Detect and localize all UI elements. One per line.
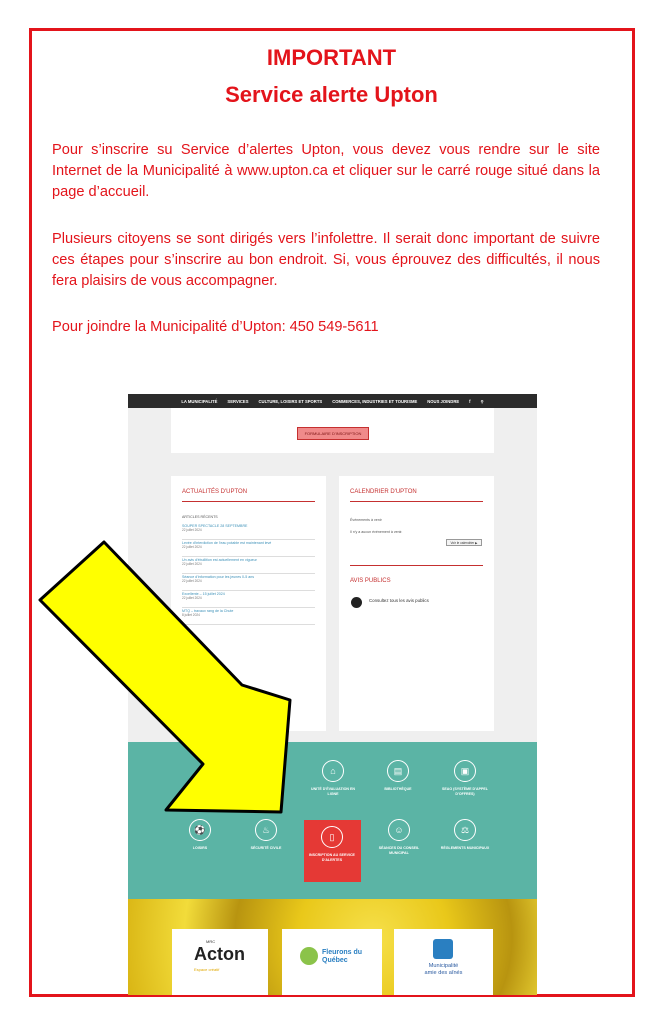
news-link: Excellente – 15 juillet 2024 <box>182 592 225 596</box>
news-link: Séance d'information pour les jeunes 0-5 ans <box>182 575 255 579</box>
news-link: MTQ – travaux rang de la Chute <box>182 609 234 613</box>
news-date: 22 juillet 2024 <box>182 545 202 549</box>
arrow-shape <box>40 542 290 812</box>
book-icon: ▤ <box>387 760 409 782</box>
nav-item-culture: CULTURE, LOISIRS ET SPORTS <box>258 398 323 404</box>
search-icon: ⚲ <box>480 398 484 404</box>
calendar-button: Voir le calendrier ▶ <box>446 539 482 546</box>
news-date: 22 juillet 2024 <box>182 528 202 532</box>
news-date: 22 juillet 2024 <box>182 596 202 600</box>
flame-icon: ♨ <box>255 819 277 841</box>
instructions-paragraph: Pour s’inscrire su Service d’alertes Upton, vous devez vous rendre sur le site Internet de la Municipalité à www.upton.ca et cliquer sur le carré rouge situé dans la page d’accueil. <box>52 142 600 200</box>
news-link: SOUPER SPECTACLE 28 SEPTEMBRE <box>182 524 248 528</box>
calendar-title: CALENDRIER D'UPTON <box>350 489 417 495</box>
events-empty: Il n'y a aucun événement à venir. <box>350 530 403 534</box>
contact-paragraph: Pour joindre la Municipalité d’Upton: 450 549-5611 <box>52 319 379 335</box>
news-link: Levée d'interdiction de l'eau potable est maintenant levé <box>182 541 272 545</box>
news-date: 22 juillet 2024 <box>182 562 202 566</box>
avis-link: Consultez tous les avis publics <box>369 598 429 603</box>
form-signup-button: FORMULAIRE D'INSCRIPTION <box>297 427 369 440</box>
clipboard-icon: ▣ <box>454 760 476 782</box>
tile-label: RÈGLEMENTS MUNICIPAUX <box>440 846 490 850</box>
news-date: 22 juillet 2024 <box>182 579 202 583</box>
tile-label: SÉANCES DU CONSEIL MUNICIPAL <box>378 846 420 855</box>
recent-label: ARTICLES RÉCENTS <box>182 515 218 519</box>
facebook-icon: f <box>469 398 471 404</box>
tile-label: SÉCURITÉ CIVILE <box>250 846 282 850</box>
tile-label: BIBLIOTHÈQUE <box>384 787 412 791</box>
nav-item-services: SERVICES <box>227 398 249 404</box>
home-icon: ⌂ <box>322 760 344 782</box>
news-link: Un avis d'ébullition est actuellement en vigueur <box>182 558 257 562</box>
news-date: 8 juillet 2024 <box>182 613 200 617</box>
tile-label: LOISIRS <box>192 846 208 850</box>
mada-line1: Municipalité <box>428 963 459 969</box>
tile-label: INSCRIPTION AU SERVICE D'ALERTES <box>309 853 355 862</box>
events-label: Événements à venir <box>350 518 382 522</box>
fleurons-text: Fleurons du Québec <box>322 949 363 964</box>
newsletter-warning-paragraph: Plusieurs citoyens se sont dirigés vers l’infolettre. Il serait donc important de suivre ces étapes pour s’inscrire au bon endroit. Si, vous éprouvez des difficultés, il nous fera plaisirs de vous accompagner. <box>52 231 600 289</box>
tile-label: SEAO (SYSTÈME D'APPEL D'OFFRES) <box>442 787 488 796</box>
news-title: ACTUALITÉS D'UPTON <box>182 489 248 495</box>
acton-text: Acton <box>194 944 245 964</box>
mada-line2: amie des aînés <box>424 970 463 976</box>
scales-icon: ⚖ <box>454 819 476 841</box>
nav-item-joindre: NOUS JOINDRE <box>427 398 460 404</box>
ball-icon: ⚽ <box>189 819 211 841</box>
notice-subtitle: Service alerte Upton <box>225 82 438 107</box>
acton-mrc-text: MRC <box>206 939 216 944</box>
avis-title: AVIS PUBLICS <box>350 578 391 584</box>
acton-subtitle: Espace créatif <box>194 967 220 972</box>
people-icon: ☺ <box>388 819 410 841</box>
notice-title: IMPORTANT <box>266 45 397 70</box>
tile-label: UNITÉ D'ÉVALUATION EN LIGNE <box>310 787 356 796</box>
phone-icon: ▯ <box>321 826 343 848</box>
nav-item-commerces: COMMERCES, INDUSTRIES ET TOURISME <box>332 398 418 404</box>
nav-item-municipalite: LA MUNICIPALITÉ <box>181 398 218 404</box>
